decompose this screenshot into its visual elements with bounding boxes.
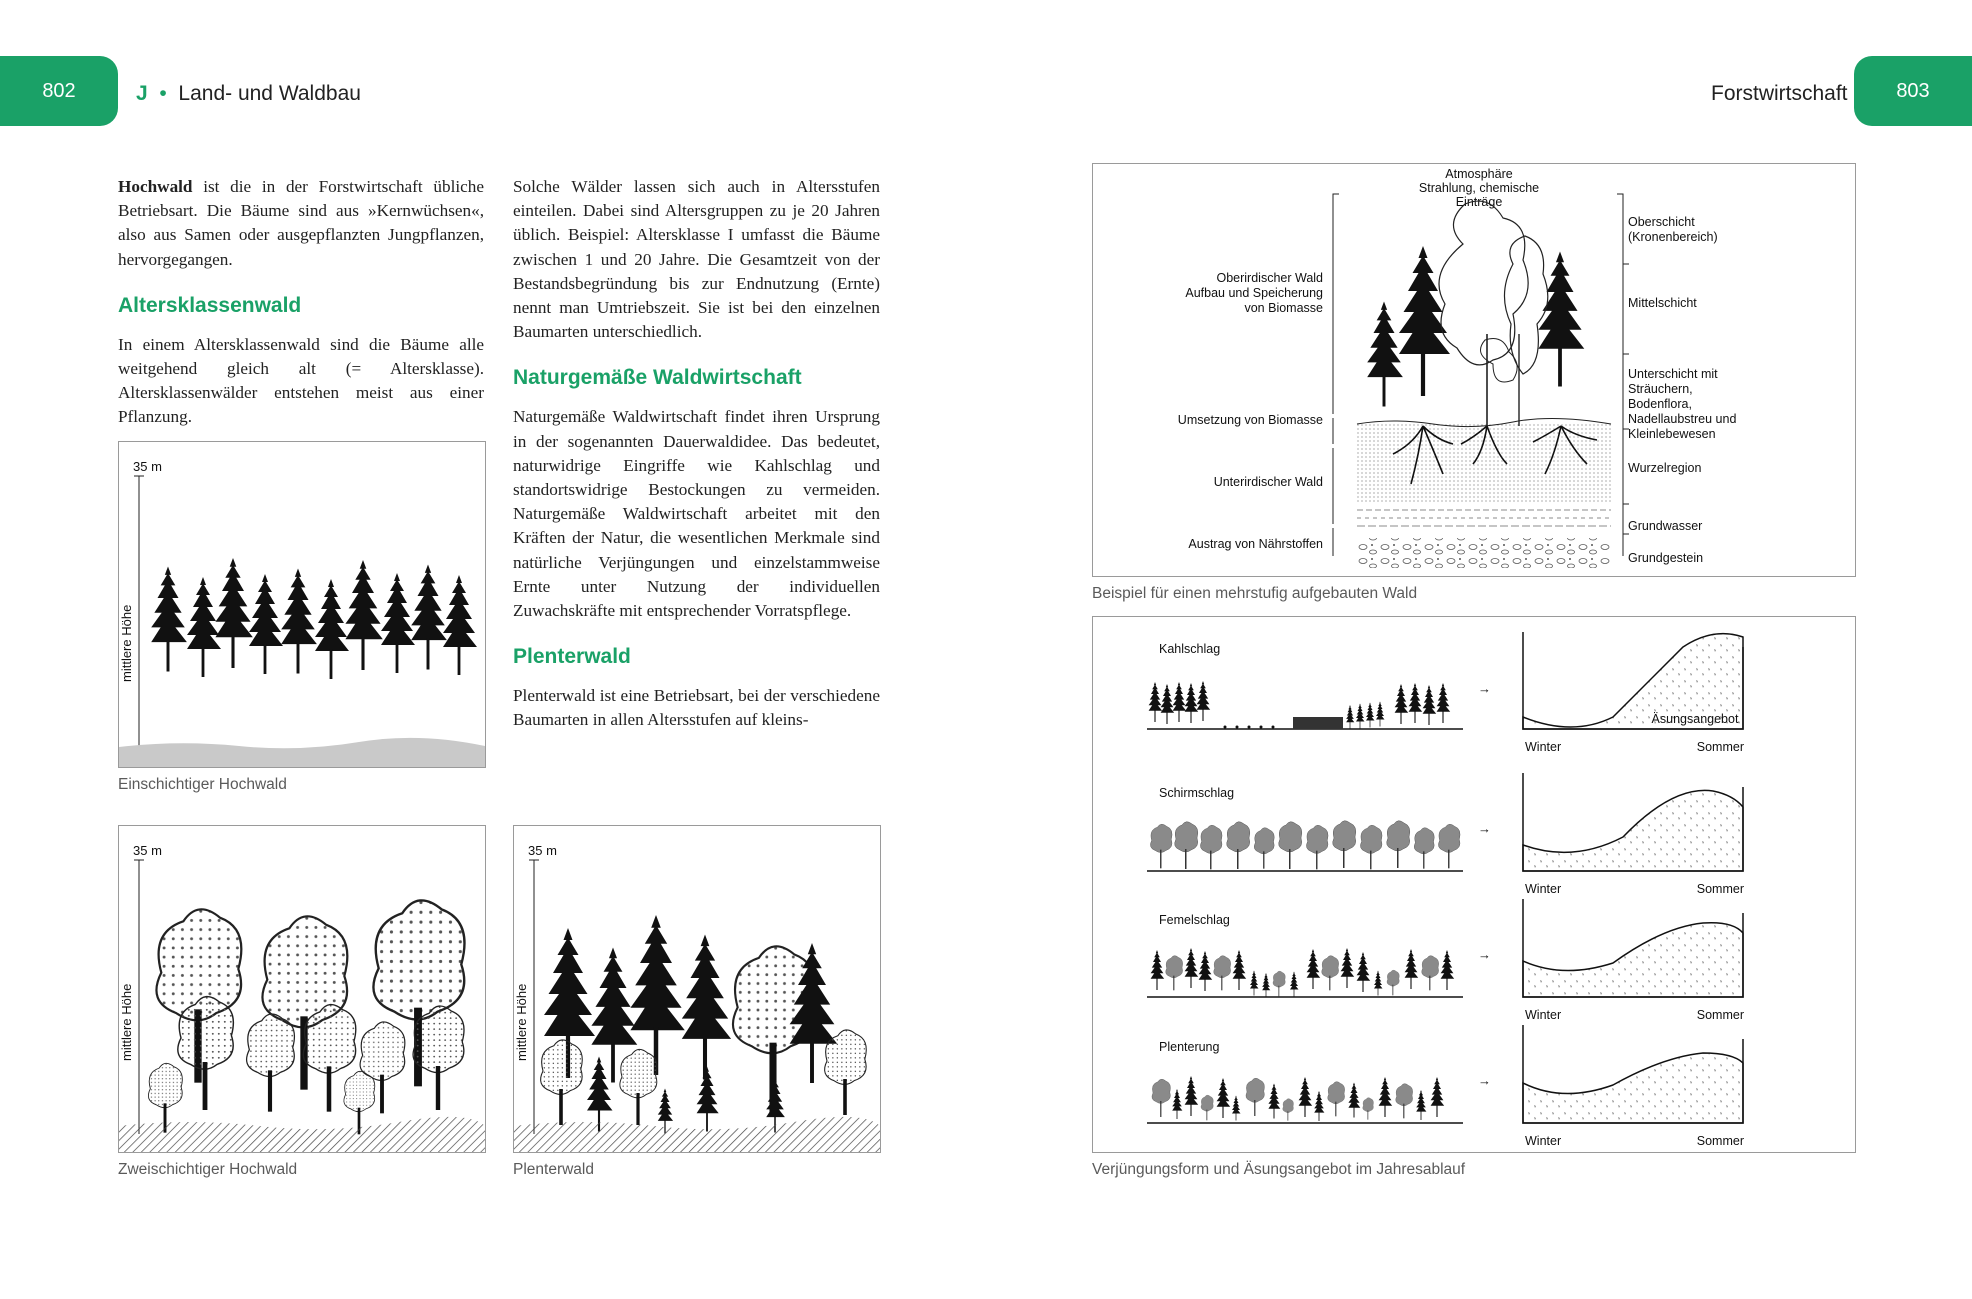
intro-text: ist die in der Forstwirtschaft übliche Betriebsart. Die Bäume sind aus »Kernwüchsen«, also aus Samen oder ausgepflanzten Jungpflanzen, hervorgegangen. [118,177,484,269]
right-label-3-line3: Bodenflora, [1628,397,1692,411]
right-label-3-line2: Sträuchern, [1628,382,1693,396]
right-label-5: Grundwasser [1628,519,1703,533]
einschichtig-illustration [119,442,485,767]
right-label-3-line4: Nadellaubstreu und [1628,412,1737,426]
winter-label: Winter [1525,1008,1562,1022]
left-label-3: Unterirdischer Wald [1213,475,1323,489]
left-label-1-line1: Oberirdischer Wald [1216,271,1323,285]
intro-term: Hochwald [118,177,193,196]
right-label-2: Mittelschicht [1628,296,1697,310]
verjuengung-illustration [1093,617,1855,1152]
bullet-separator: • [153,82,173,105]
figure-verjuengungsform [1092,616,1856,1153]
left-label-4: Austrag von Nährstoffen [1188,537,1323,551]
left-page-number-text: 802 [42,79,76,102]
row-label: Femelschlag [1159,913,1230,927]
caption-mehrstufiger-wald: Beispiel für einen mehrstufig aufgebauten Wald [1092,585,1418,602]
top-label-line1: Atmosphäre [1445,167,1513,181]
left-label-1-line3: von Biomasse [1244,301,1323,315]
winter-label: Winter [1525,740,1562,754]
left-label-1-line2: Aufbau und Speicherung [1185,286,1323,300]
running-header-right [1711,82,1848,106]
top-label-line3: Einträge [1455,195,1503,209]
right-label-6: Grundgestein [1628,551,1704,565]
arrow-icon: → [1478,681,1491,696]
plenterwald-illustration [514,826,880,1152]
row-label: Kahlschlag [1159,642,1221,656]
paragraph-naturgemaesse-waldwirtschaft: Naturgemäße Waldwirtschaft findet ihren Ursprung in der sogenannten Dauerwaldidee. Das bedeutet, naturwidrige Eingriffe wie Kahlschlag und standortswidrige Bestockungen zu vermeiden. Naturgemäße Waldwirtschaft arbeitet mit den Kräften der Natur, die wesentlichen Merkmale sind natürliche Verjüngungen und einzelstammweise Ernte unter Nutzung der individuellen Zuwachskräfte mit entsprechender Vorratspflege. [513,407,880,621]
row-label: Plenterung [1159,1040,1220,1054]
area-label: Äsungsangebot [1651,712,1739,726]
heading-naturgemaesse-waldwirtschaft: Naturgemäße Waldwirtschaft [513,366,802,390]
mehrstufig-illustration [1093,164,1855,576]
sommer-label: Sommer [1696,740,1744,754]
row-femelschlag [1147,899,1744,1022]
arrow-icon: → [1478,821,1491,836]
left-label-2: Umsetzung von Biomasse [1177,413,1323,427]
chapter-letter: J [136,82,148,105]
paragraph-altersklassenwald: In einem Altersklassenwald sind die Bäume alle weitgehend gleich alt (= Altersklasse). Altersklassenwälder entstehen meist aus einer Pflanzung. [118,334,484,427]
arrow-icon: → [1478,1073,1491,1088]
right-page-number-text: 803 [1896,79,1930,102]
right-label-3-line5: Kleinlebewesen [1628,427,1716,441]
row-schirmschlag [1147,773,1744,896]
paragraph-altersstufen: Solche Wälder lassen sich auch in Altersstufen einteilen. Dabei sind Altersgruppen zu je 20 Jahren üblich. Beispiel: Altersklasse I umfasst die Bäume zwischen 1 und 20 Jahre. Die Gesamtzeit von der Bestandsbegründung bis zur Endnutzung (Ernte) nennt man Umtriebszeit. Sie ist bei den einzelnen Baumarten unterschiedlich. [513,177,880,342]
column-1 [118,175,484,430]
left-page-number [0,56,118,126]
section-title: Forstwirtschaft [1711,82,1848,105]
running-header-left [136,82,361,106]
caption-einschichtiger-hochwald: Einschichtiger Hochwald [118,776,287,793]
figure-plenterwald [513,825,881,1153]
chapter-title: Land- und Waldbau [178,82,361,105]
right-page-number [1854,56,1972,126]
height-label: 35 m [528,843,557,858]
axis-label: mittlere Höhe [514,983,529,1061]
axis-label: mittlere Höhe [119,983,134,1061]
heading-plenterwald: Plenterwald [513,645,631,669]
caption-zweischichtiger-hochwald: Zweischichtiger Hochwald [118,1161,298,1178]
right-label-1-line1: Oberschicht [1628,215,1695,229]
right-label-4: Wurzelregion [1628,461,1702,475]
arrow-icon: → [1478,947,1491,962]
caption-plenterwald: Plenterwald [513,1161,594,1178]
row-label: Schirmschlag [1159,786,1235,800]
sommer-label: Sommer [1696,1008,1744,1022]
winter-label: Winter [1525,1134,1562,1148]
top-label-line2: Strahlung, chemische [1418,181,1540,195]
right-label-3-line1: Unterschicht mit [1628,367,1718,381]
height-label: 35 m [133,459,162,474]
figure-mehrstufiger-wald [1092,163,1856,577]
figure-zweischichtiger-hochwald [118,825,486,1153]
paragraph-plenterwald: Plenterwald ist eine Betriebsart, bei der verschiedene Baumarten in allen Altersstufen auf kleins- [513,686,880,730]
row-plenterung [1147,1025,1744,1148]
sommer-label: Sommer [1696,882,1744,896]
figure-einschichtiger-hochwald [118,441,486,768]
heading-altersklassenwald: Altersklassenwald [118,293,302,317]
sommer-label: Sommer [1696,1134,1744,1148]
height-label: 35 m [133,843,162,858]
zweischichtig-illustration [119,826,485,1152]
column-2 [513,175,880,733]
axis-label: mittlere Höhe [119,604,134,682]
caption-verjuengungsform: Verjüngungsform und Äsungsangebot im Jahresablauf [1092,1161,1466,1178]
row-kahlschlag [1147,632,1744,754]
intro-paragraph [118,175,484,272]
winter-label: Winter [1525,882,1562,896]
right-label-1-line2: (Kronenbereich) [1628,230,1718,244]
